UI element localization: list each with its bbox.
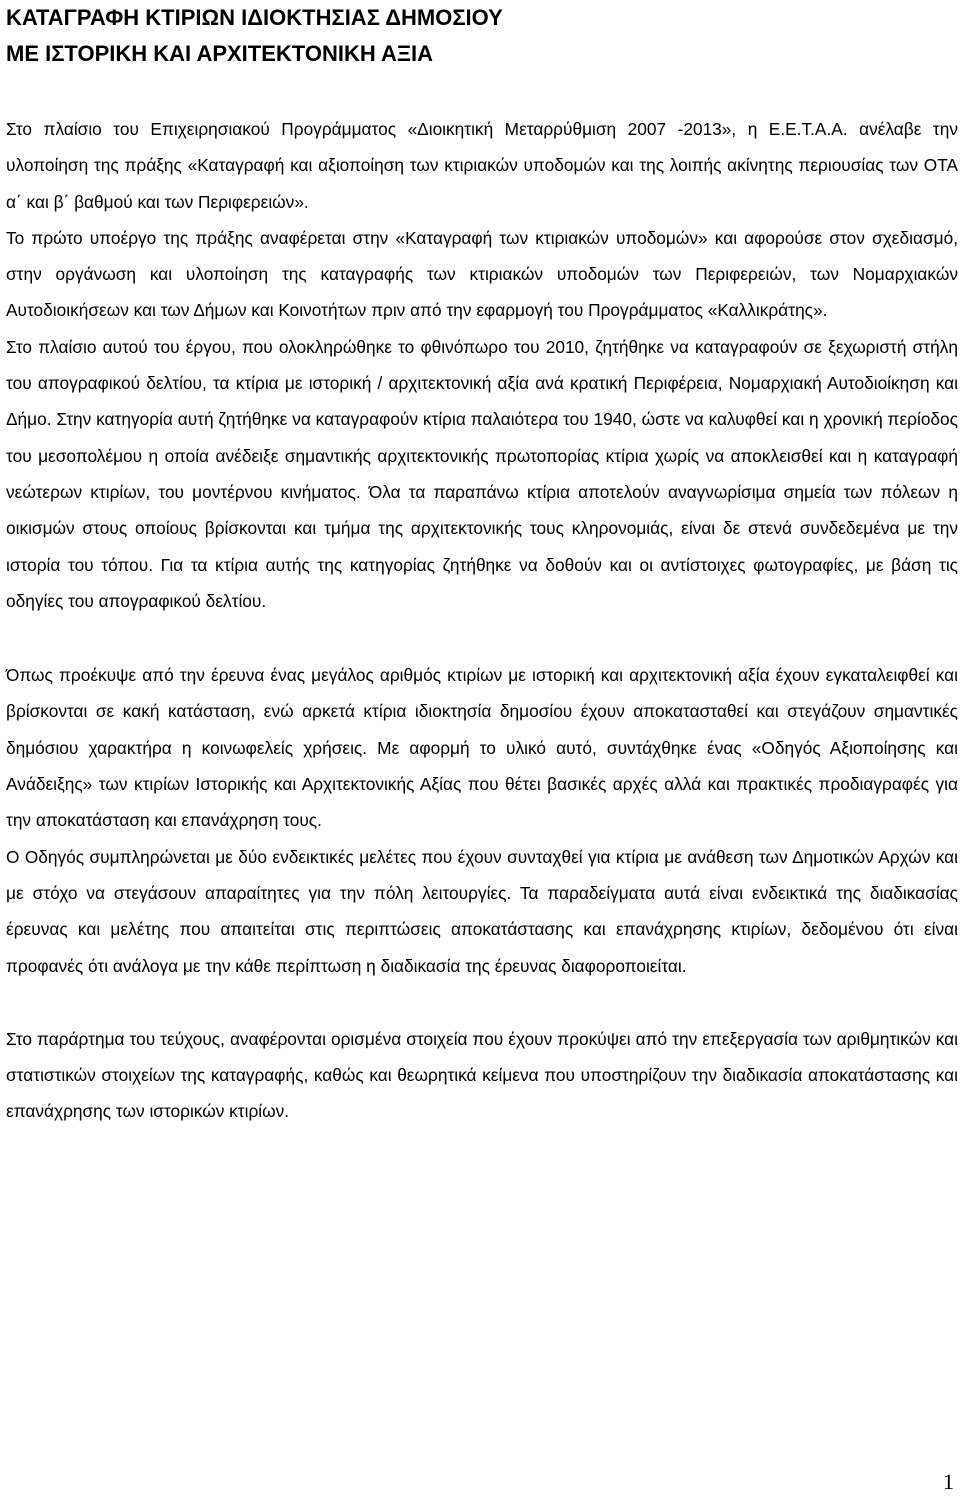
page-number: 1 bbox=[943, 1469, 954, 1494]
document-page bbox=[6, 0, 958, 1130]
paragraph-intro: Στο πλαίσιο του Επιχειρησιακού Προγράμματος «Διοικητική Μεταρρύθμιση 2007 -2013», η Ε.Ε.Τ.Α.Α. ανέλαβε την υλοποίηση της πράξης «Καταγραφή και αξιοποίηση των κτιριακών υποδομών και της λοιπής ακίνητης περιουσίας των ΟΤΑ α΄ και β΄ βαθμού και των Περιφερειών». bbox=[6, 119, 958, 212]
paragraph-research-findings: Όπως προέκυψε από την έρευνα ένας μεγάλος αριθμός κτιρίων με ιστορική και αρχιτεκτονική αξία έχουν εγκαταλειφθεί και βρίσκονται σε κακή κατάσταση, ενώ αρκετά κτίρια ιδιοκτησία δημοσίου έχουν αποκατασταθεί και στεγάζουν σημαντικές δημόσιου χαρακτήρα η κοινωφελείς χρήσεις. Με αφορμή το υλικό αυτό, συντάχθηκε ένας «Οδηγός Αξιοποίησης και Ανάδειξης» των κτιρίων Ιστορικής και Αρχιτεκτονικής Αξίας που θέτει βασικές αρχές αλλά και πρακτικές προδιαγραφές για την αποκατάσταση και επανάχρηση τους. bbox=[6, 665, 958, 831]
paragraph-first-subproject: Το πρώτο υποέργο της πράξης αναφέρεται στην «Καταγραφή των κτιριακών υποδομών» και αφορούσε στον σχεδιασμό, στην οργάνωση και υλοποίηση της καταγραφής των κτιριακών υποδομών των Περιφερειών, των Νομαρχιακών Αυτοδιοικήσεων και των Δήμων και Κοινοτήτων πριν από την εφαρμογή του Προγράμματος «Καλλικράτης». bbox=[6, 227, 958, 321]
paragraph-appendix: Στο παράρτημα του τεύχους, αναφέρονται ορισμένα στοιχεία που έχουν προκύψει από την επεξεργασία των αριθμητικών και στατιστικών στοιχείων της καταγραφής, καθώς και θεωρητικά κείμενα που υποστηρίζουν την διαδικασία αποκατάστασης και επανάχρησης των ιστορικών κτιρίων. bbox=[6, 1028, 958, 1122]
document-title bbox=[6, 0, 958, 72]
paragraph-project-scope: Στο πλαίσιο αυτού του έργου, που ολοκληρώθηκε το φθινόπωρο του 2010, ζητήθηκε να καταγραφούν σε ξεχωριστή στήλη του απογραφικού δελτίου, τα κτίρια με ιστορική / αρχιτεκτονική αξία ανά κρατική Περιφέρεια, Νομαρχιακή Αυτοδιοίκηση και Δήμο. Στην κατηγορία αυτή ζητήθηκε να καταγραφούν κτίρια παλαιότερα του 1940, ώστε να καλυφθεί και η χρονική περίοδος του μεσοπολέμου η οποία ανέδειξε σημαντικής αρχιτεκτονικής πρωτοπορίας κτίρια χωρίς να αποκλεισθεί και η καταγραφή νεώτερων κτιρίων, του μοντέρνου κινήματος. Όλα τα παραπάνω κτίρια αποτελούν αναγνωρίσιμα σημεία των πόλεων η οικισμών στους οποίους βρίσκονται και τμήμα της αρχιτεκτονικής τους κληρονομιάς, είναι δε στενά συνδεδεμένα με την ιστορία του τόπου. Για τα κτίρια αυτής της κατηγορίας ζητήθηκε να δοθούν και οι αντίστοιχες φωτογραφίες, με βάση τις οδηγίες του απογραφικού δελτίου. bbox=[6, 336, 958, 611]
title-line-1: ΚΑΤΑΓΡΑΦΗ ΚΤΙΡΙΩΝ ΙΔΙΟΚΤΗΣΙΑΣ ΔΗΜΟΣΙΟΥ bbox=[6, 5, 503, 30]
paragraph-guide-studies: Ο Οδηγός συμπληρώνεται με δύο ενδεικτικές μελέτες που έχουν συνταχθεί για κτίρια με ανάθεση των Δημοτικών Αρχών και με στόχο να στεγάσουν απαραίτητες για την πόλη λειτουργίες. Τα παραδείγματα αυτά είναι ενδεικτικά της διαδικασίας έρευνας και μελέτης που απαιτείται στις περιπτώσεις αποκατάστασης και επανάχρησης κτιρίων, δεδομένου ότι είναι προφανές ότι ανάλογα με την κάθε περίπτωση η διαδικασία της έρευνας διαφοροποιείται. bbox=[6, 846, 958, 976]
title-line-2: ΜΕ ΙΣΤΟΡΙΚΗ ΚΑΙ ΑΡΧΙΤΕΚΤΟΝΙΚΗ ΑΞΙΑ bbox=[6, 41, 434, 66]
